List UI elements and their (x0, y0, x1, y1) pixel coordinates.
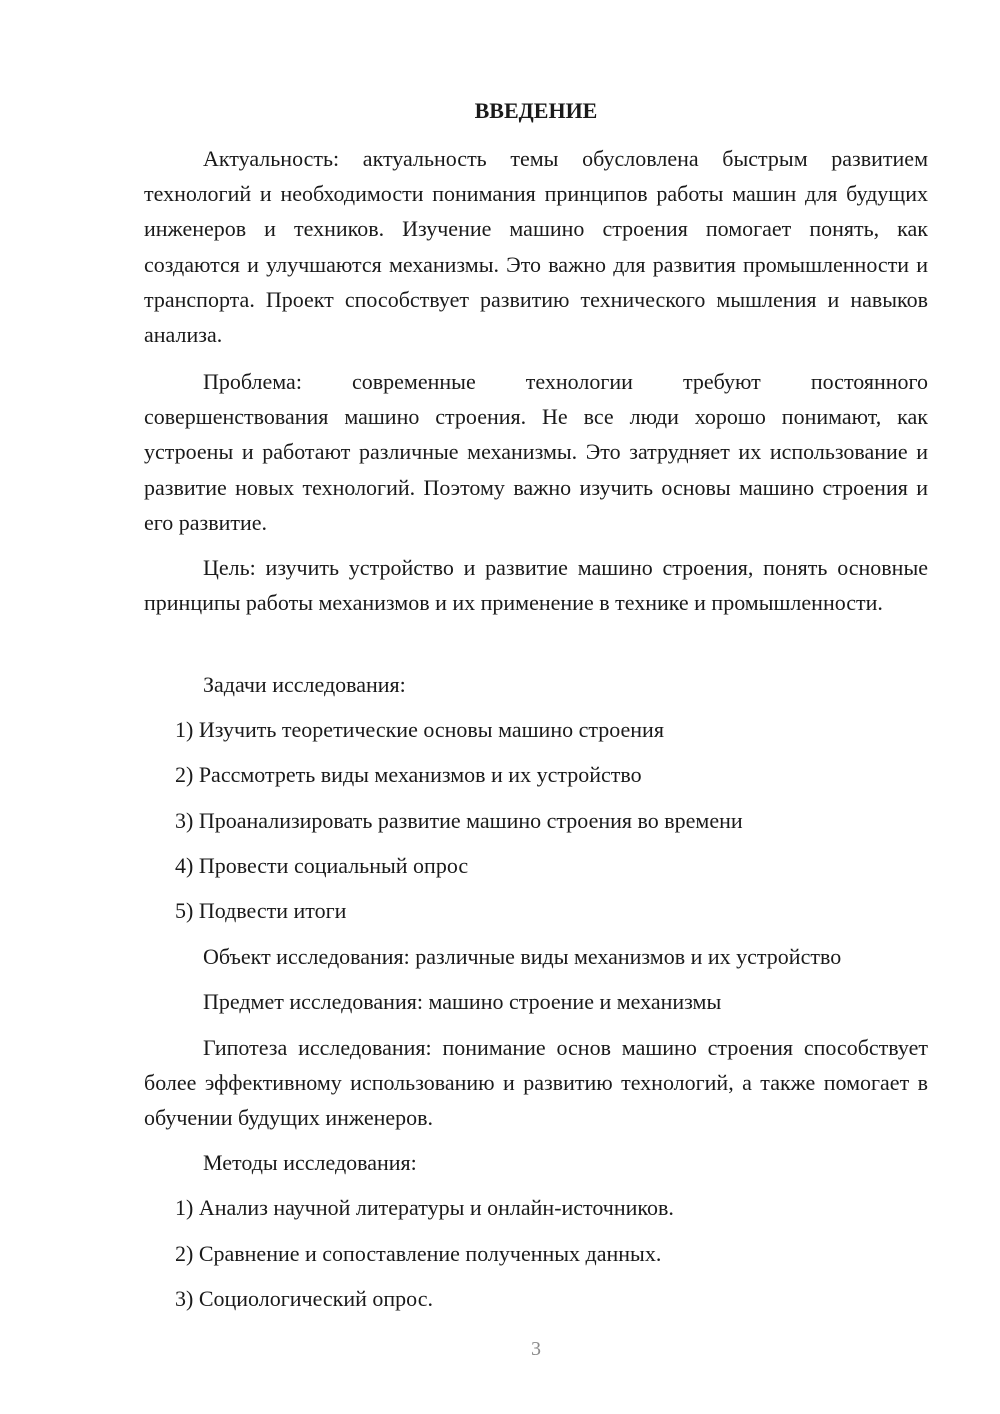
page-title: ВВЕДЕНИЕ (474, 98, 598, 123)
method-item-3: 3) Социологический опрос. (175, 1286, 433, 1311)
research-object: Объект исследования: различные виды механизмов и их устройство (203, 944, 842, 969)
page-number: 3 (531, 1338, 541, 1360)
research-subject: Предмет исследования: машино строение и механизмы (203, 989, 722, 1014)
relevance-paragraph: Актуальность: актуальность темы обусловлена быстрым развитием технологий и необходимости понимания принципов работы машин для будущих инженеров и техников. Изучение машино строения помогает понять, как создаются и улучшаются механизмы. Это важно для развития промышленности и транспорта. Проект способствует развитию технического мышления и навыков анализа. (144, 146, 928, 348)
problem-paragraph: Проблема: современные технологии требуют постоянного совершенствования машино строения. Не все люди хорошо понимают, как устроены и работают различные механизмы. Это затрудняет их использование и развитие новых технологий. Поэтому важно изучить основы машино строения и его развитие. (144, 369, 928, 535)
task-item-2: 2) Рассмотреть виды механизмов и их устройство (175, 762, 642, 787)
task-item-5: 5) Подвести итоги (175, 898, 347, 923)
methods-title: Методы исследования: (203, 1150, 417, 1175)
task-item-3: 3) Проанализировать развитие машино строения во времени (175, 808, 743, 833)
hypothesis-paragraph: Гипотеза исследования: понимание основ машино строения способствует более эффективному использованию и развитию технологий, а также помогает в обучении будущих инженеров. (144, 1035, 928, 1131)
method-item-2: 2) Сравнение и сопоставление полученных данных. (175, 1241, 662, 1266)
task-item-1: 1) Изучить теоретические основы машино строения (175, 717, 664, 742)
goal-paragraph: Цель: изучить устройство и развитие машино строения, понять основные принципы работы механизмов и их применение в технике и промышленности. (144, 555, 928, 616)
method-item-1: 1) Анализ научной литературы и онлайн-источников. (175, 1195, 674, 1220)
tasks-title: Задачи исследования: (203, 672, 406, 697)
task-item-4: 4) Провести социальный опрос (175, 853, 469, 878)
